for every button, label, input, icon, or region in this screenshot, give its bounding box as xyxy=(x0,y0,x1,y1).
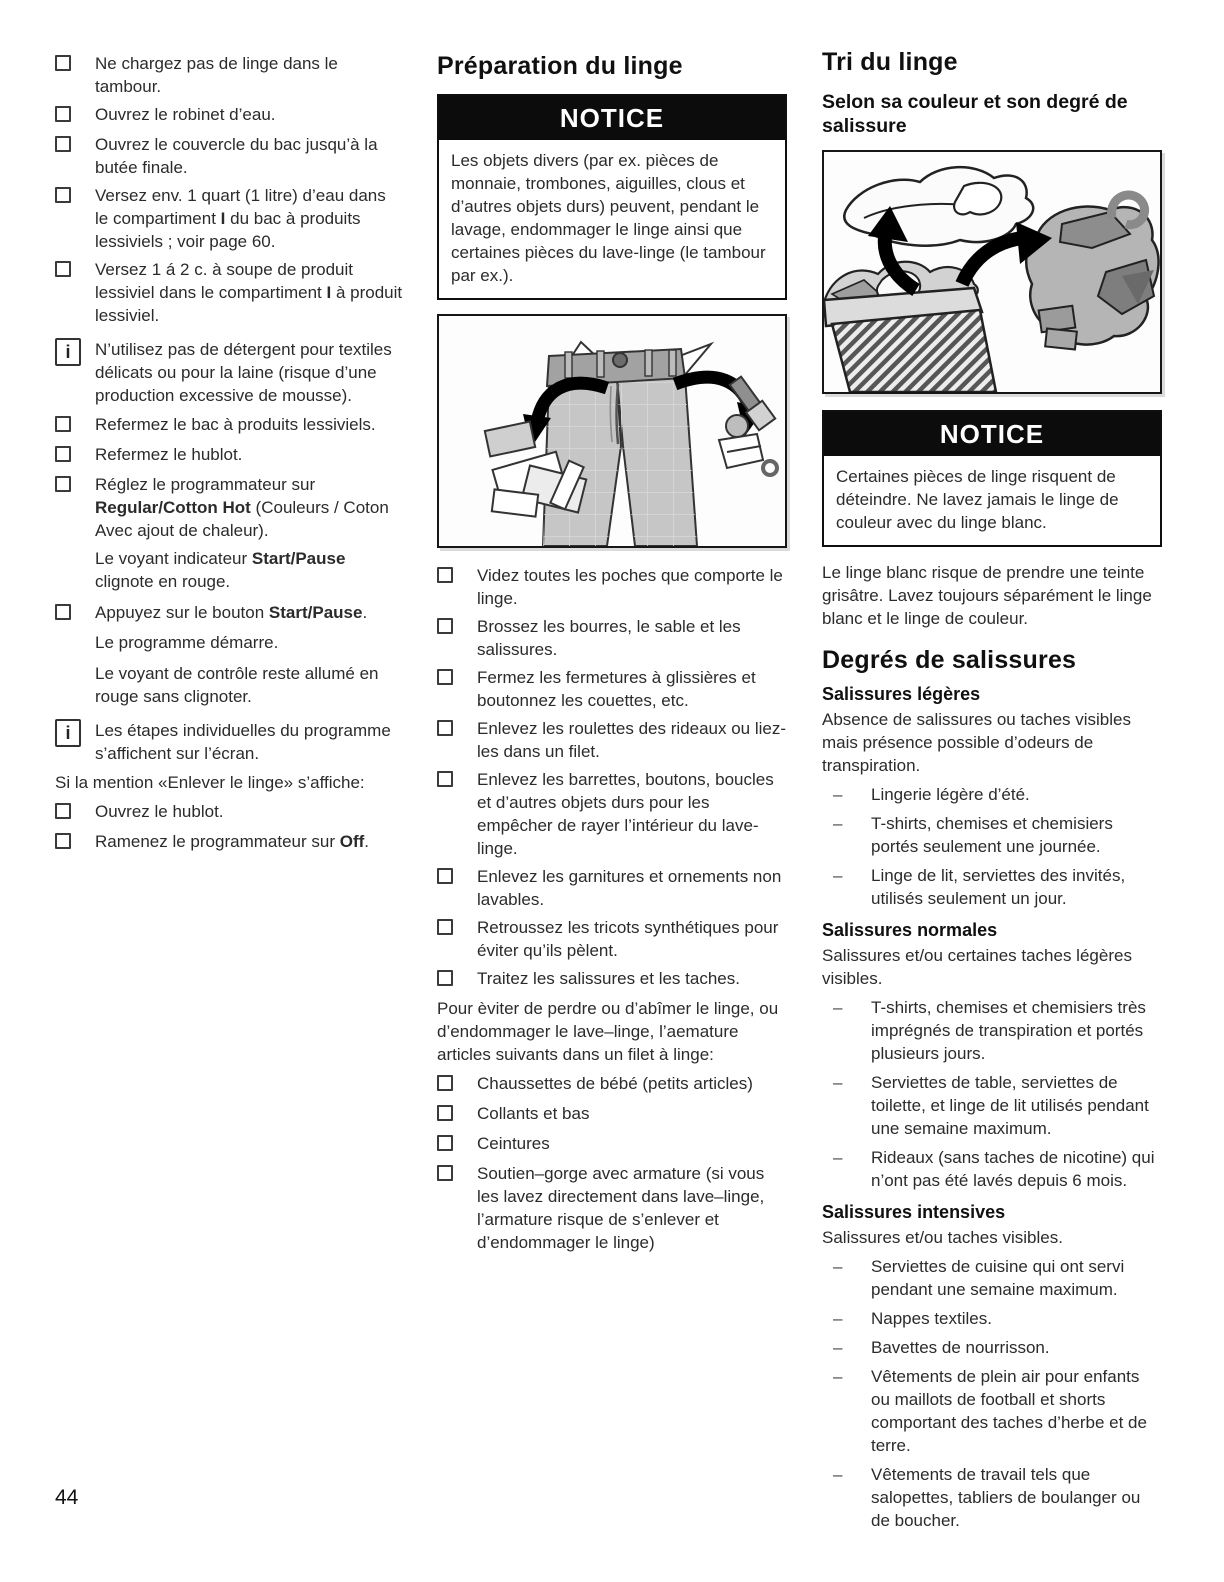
section-heading: Degrés de salissures xyxy=(822,646,1077,674)
checklist-item xyxy=(55,52,403,98)
checklist-item xyxy=(437,666,787,712)
checkbox-icon xyxy=(437,567,453,583)
checkbox-icon xyxy=(437,1135,453,1151)
item-text: Collants et bas xyxy=(477,1104,590,1123)
item-text: N’utilisez pas de détergent pour textiles délicats ou pour la laine (risque d’une production excessive de mousse). xyxy=(95,340,392,405)
pants-empty-pockets-illustration xyxy=(437,314,787,548)
subsection-heading: Salissures intensives xyxy=(822,1202,1006,1222)
info-note xyxy=(55,719,403,765)
item-text: Ouvrez le robinet d’eau. xyxy=(95,105,276,124)
dash-icon: – xyxy=(833,866,843,885)
item-text: Rideaux (sans taches de nicotine) qui n’ont pas été lavés depuis 6 mois. xyxy=(871,1148,1155,1190)
paragraph: Salissures et/ou taches visibles. xyxy=(822,1228,1063,1247)
continuation-text: Le voyant de contrôle reste allumé en rouge sans clignoter. xyxy=(95,664,379,706)
notice-box xyxy=(822,410,1162,547)
notice-title: NOTICE xyxy=(824,412,1160,456)
notice-text: Les objets divers (par ex. pièces de monnaie, trombones, aiguilles, clous et d’autres objets durs) peuvent, pendant le lavage, endommager le linge ainsi que certaines pièces du lave-linge (le tambour par ex.). xyxy=(451,151,766,285)
checkbox-icon xyxy=(55,476,71,492)
checkbox-icon xyxy=(55,604,71,620)
item-text: T-shirts, chemises et chemisiers portés seulement une journée. xyxy=(871,814,1113,856)
checklist-item xyxy=(437,768,787,860)
item-text: Ouvrez le couvercle du bac jusqu’à la butée finale. xyxy=(95,135,378,177)
checkbox-icon xyxy=(437,618,453,634)
checklist-item xyxy=(437,1132,787,1157)
item-text: Lingerie légère d’été. xyxy=(871,785,1030,804)
subsection-heading: Salissures normales xyxy=(822,920,998,940)
checkbox-icon xyxy=(437,1165,453,1181)
checkbox-icon xyxy=(55,106,71,122)
checkbox-icon xyxy=(437,1075,453,1091)
dash-list-item xyxy=(822,1336,1162,1359)
checklist-item xyxy=(437,1162,787,1254)
item-text: Réglez le programmateur sur Regular/Cotton Hot (Couleurs / Coton Avec ajout de chaleur). xyxy=(95,475,389,540)
dash-list-item xyxy=(822,1463,1162,1532)
dash-list-item xyxy=(822,1146,1162,1192)
checklist-item xyxy=(55,413,403,438)
dash-list-item xyxy=(822,1365,1162,1457)
notice-title: NOTICE xyxy=(439,96,785,140)
dash-icon: – xyxy=(833,1338,843,1357)
paragraph: Si la mention «Enlever le linge» s’affiche: xyxy=(55,773,365,792)
laundry-sorting-basket-illustration xyxy=(822,150,1162,394)
section-heading: Préparation du linge xyxy=(437,52,683,80)
dash-icon: – xyxy=(833,1465,843,1484)
checkbox-icon xyxy=(55,187,71,203)
item-text: Traitez les salissures et les taches. xyxy=(477,969,740,988)
paragraph: Le linge blanc risque de prendre une teinte grisâtre. Lavez toujours séparément le linge blanc et le linge de couleur. xyxy=(822,563,1152,628)
dash-list-item xyxy=(822,783,1162,806)
item-text: Ouvrez le hublot. xyxy=(95,802,224,821)
checklist-item xyxy=(55,800,403,825)
item-text: Vêtements de travail tels que salopettes, tabliers de boulanger ou de boucher. xyxy=(871,1465,1141,1530)
checklist-item xyxy=(55,133,403,179)
dash-list-item xyxy=(822,1071,1162,1140)
checklist-item xyxy=(55,601,403,626)
dash-icon: – xyxy=(833,785,843,804)
paragraph: Absence de salissures ou taches visibles mais présence possible d’odeurs de transpiration. xyxy=(822,710,1131,775)
checklist-item xyxy=(55,443,403,468)
checkbox-icon xyxy=(55,416,71,432)
checklist-item xyxy=(437,717,787,763)
item-text: Versez env. 1 quart (1 litre) d’eau dans le compartiment I du bac à produits lessiviels ; voir page 60. xyxy=(95,186,386,251)
sorting-illustration-svg xyxy=(824,152,1160,392)
checklist-item xyxy=(437,865,787,911)
item-text: Ceintures xyxy=(477,1134,550,1153)
notice-text: Certaines pièces de linge risquent de déteindre. Ne lavez jamais le linge de couleur avec du linge blanc. xyxy=(836,467,1119,532)
dash-icon: – xyxy=(833,998,843,1017)
checklist-item xyxy=(55,830,403,855)
dash-list-item xyxy=(822,996,1162,1065)
dash-icon: – xyxy=(833,1309,843,1328)
checklist-item xyxy=(437,1072,787,1097)
item-text: Les étapes individuelles du programme s’affichent sur l’écran. xyxy=(95,721,391,763)
item-text: Refermez le hublot. xyxy=(95,445,243,464)
checkbox-icon xyxy=(437,868,453,884)
left-column xyxy=(55,52,403,860)
item-text: Fermez les fermetures à glissières et boutonnez les couettes, etc. xyxy=(477,668,756,710)
item-text: Enlevez les roulettes des rideaux ou liez-les dans un filet. xyxy=(477,719,786,761)
item-text: Bavettes de nourrisson. xyxy=(871,1338,1050,1357)
right-column xyxy=(822,48,1162,1538)
item-text: Chaussettes de bébé (petits articles) xyxy=(477,1074,753,1093)
continuation-text: Le programme démarre. xyxy=(95,633,279,652)
item-text: Vêtements de plein air pour enfants ou maillots de football et shorts comportant des taches d’herbe et de terre. xyxy=(871,1367,1147,1455)
item-text: Ne chargez pas de linge dans le tambour. xyxy=(95,54,338,96)
middle-column xyxy=(437,52,787,1259)
item-text: Videz toutes les poches que comporte le linge. xyxy=(477,566,783,608)
checkbox-icon xyxy=(437,970,453,986)
dash-icon: – xyxy=(833,1257,843,1276)
checklist-item xyxy=(55,184,403,253)
subsection-heading: Salissures légères xyxy=(822,684,981,704)
item-text: Appuyez sur le bouton Start/Pause. xyxy=(95,603,368,622)
checkbox-icon xyxy=(55,833,71,849)
dash-icon: – xyxy=(833,814,843,833)
info-icon: i xyxy=(55,719,81,747)
item-text: Ramenez le programmateur sur Off. xyxy=(95,832,369,851)
dash-list-item xyxy=(822,864,1162,910)
checkbox-icon xyxy=(55,55,71,71)
item-text: Serviettes de table, serviettes de toilette, et linge de lit utilisés pendant une semaine maximum. xyxy=(871,1073,1149,1138)
info-note xyxy=(55,338,403,407)
dash-icon: – xyxy=(833,1073,843,1092)
checklist-item xyxy=(437,1102,787,1127)
item-text: Refermez le bac à produits lessiviels. xyxy=(95,415,376,434)
item-text: Enlevez les barrettes, boutons, boucles et d’autres objets durs pour les empêcher de rayer l’intérieur du lave-linge. xyxy=(477,770,774,858)
checklist-item xyxy=(55,258,403,327)
dash-icon: – xyxy=(833,1367,843,1386)
page-number: 44 xyxy=(55,1486,79,1509)
item-text: Enlevez les garnitures et ornements non lavables. xyxy=(477,867,782,909)
pants-illustration-svg xyxy=(439,316,785,546)
checklist-item xyxy=(437,564,787,610)
checkbox-icon xyxy=(437,720,453,736)
item-text: Versez 1 á 2 c. à soupe de produit lessiviel dans le compartiment I à produit lessiviel. xyxy=(95,260,403,325)
checkbox-icon xyxy=(55,261,71,277)
item-text: Nappes textiles. xyxy=(871,1309,992,1328)
info-icon: i xyxy=(55,338,81,366)
dash-list-item xyxy=(822,812,1162,858)
checkbox-icon xyxy=(55,136,71,152)
sub-heading: Selon sa couleur et son degré de salissure xyxy=(822,91,1128,137)
checkbox-icon xyxy=(437,919,453,935)
checklist-item xyxy=(437,967,787,992)
notice-box xyxy=(437,94,787,300)
checkbox-icon xyxy=(437,1105,453,1121)
item-text: Linge de lit, serviettes des invités, utilisés seulement un jour. xyxy=(871,866,1126,908)
checkbox-icon xyxy=(437,669,453,685)
continuation-text: Le voyant indicateur Start/Pause clignote en rouge. xyxy=(95,549,346,591)
paragraph: Pour èviter de perdre ou d’abîmer le linge, ou d’endommager le lave–linge, l’aemature articles suivants dans un filet à linge: xyxy=(437,999,779,1064)
checkbox-icon xyxy=(55,446,71,462)
dash-icon: – xyxy=(833,1148,843,1167)
item-text: Retroussez les tricots synthétiques pour éviter qu’ils pèlent. xyxy=(477,918,779,960)
dash-list-item xyxy=(822,1255,1162,1301)
item-text: Serviettes de cuisine qui ont servi pendant une semaine maximum. xyxy=(871,1257,1125,1299)
item-text: Soutien–gorge avec armature (si vous les lavez directement dans lave–linge, l’armature risque de s’enlever et d’endommager le linge) xyxy=(477,1164,765,1252)
dash-list-item xyxy=(822,1307,1162,1330)
checklist-item xyxy=(55,473,403,542)
checklist-item xyxy=(55,103,403,128)
paragraph: Salissures et/ou certaines taches légères visibles. xyxy=(822,946,1132,988)
item-text: T-shirts, chemises et chemisiers très imprégnés de transpiration et portés plusieurs jours. xyxy=(871,998,1146,1063)
checklist-item xyxy=(437,615,787,661)
checkbox-icon xyxy=(437,771,453,787)
item-text: Brossez les bourres, le sable et les salissures. xyxy=(477,617,741,659)
checkbox-icon xyxy=(55,803,71,819)
section-heading: Tri du linge xyxy=(822,48,958,76)
checklist-item xyxy=(437,916,787,962)
